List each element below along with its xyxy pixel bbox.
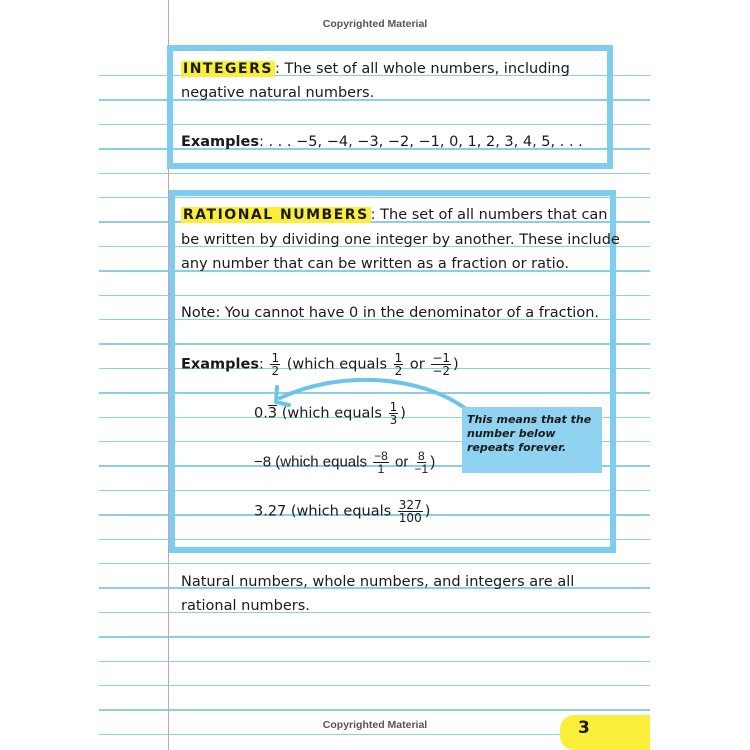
rational-definition — [181, 206, 608, 224]
integers-def-1: : The set of all whole numbers, including — [274, 61, 570, 77]
fraction: $\frac{1}{3}$ — [389, 400, 398, 427]
fraction: $\frac{-8}{1}$ — [374, 449, 388, 476]
rational-example-2: 0.3 (which equals $\frac{1}{3}$ ) — [254, 400, 406, 427]
rational-def-3: any number that can be written as a fraction or ratio. — [181, 256, 569, 272]
integers-term: INTEGERS — [183, 61, 273, 77]
header-copyright: Copyrighted Material — [322, 18, 428, 30]
integers-def-2: negative natural numbers. — [181, 85, 375, 101]
examples-label: Examples — [181, 134, 259, 150]
rational-example-4: 3.27 (which equals $\frac{327}{100}$ ) — [254, 498, 431, 525]
rational-example-1: Examples: $\frac{1}{2}$ (which equals $\frac{1}{2}$ or $\frac{-1}{-2}$ ) — [181, 351, 459, 378]
page-tab — [560, 715, 650, 750]
fraction: $\frac{1}{2}$ — [271, 351, 280, 378]
footer-copyright: Copyrighted Material — [322, 719, 428, 731]
rational-note: Note: You cannot have 0 in the denominator of a fraction. — [181, 305, 600, 321]
rational-example-3: −8 (which equals $\frac{-8}{1}$ or $\frac{8}{-1}$ ) — [254, 449, 436, 476]
callout-note: This means that the number below repeats forever. — [462, 407, 602, 473]
examples-label: Examples — [181, 356, 259, 373]
integers-examples — [181, 133, 583, 151]
page-number: 3 — [578, 718, 590, 738]
integers-definition — [181, 60, 570, 78]
rational-term: RATIONAL NUMBERS — [183, 207, 369, 223]
summary-line-2: rational numbers. — [181, 598, 310, 614]
rational-def-2: be written by dividing one integer by another. These include — [181, 232, 620, 248]
fraction: $\frac{327}{100}$ — [398, 498, 422, 525]
rational-def-1: : The set of all numbers that can — [370, 207, 608, 223]
fraction: $\frac{8}{-1}$ — [414, 449, 429, 476]
examples-value: : . . . −5, −4, −3, −2, −1, 0, 1, 2, 3, 4, 5, . . . — [258, 134, 583, 150]
fraction: $\frac{-1}{-2}$ — [432, 351, 451, 378]
summary-line-1: Natural numbers, whole numbers, and integers are all — [181, 574, 575, 590]
fraction: $\frac{1}{2}$ — [394, 351, 403, 378]
